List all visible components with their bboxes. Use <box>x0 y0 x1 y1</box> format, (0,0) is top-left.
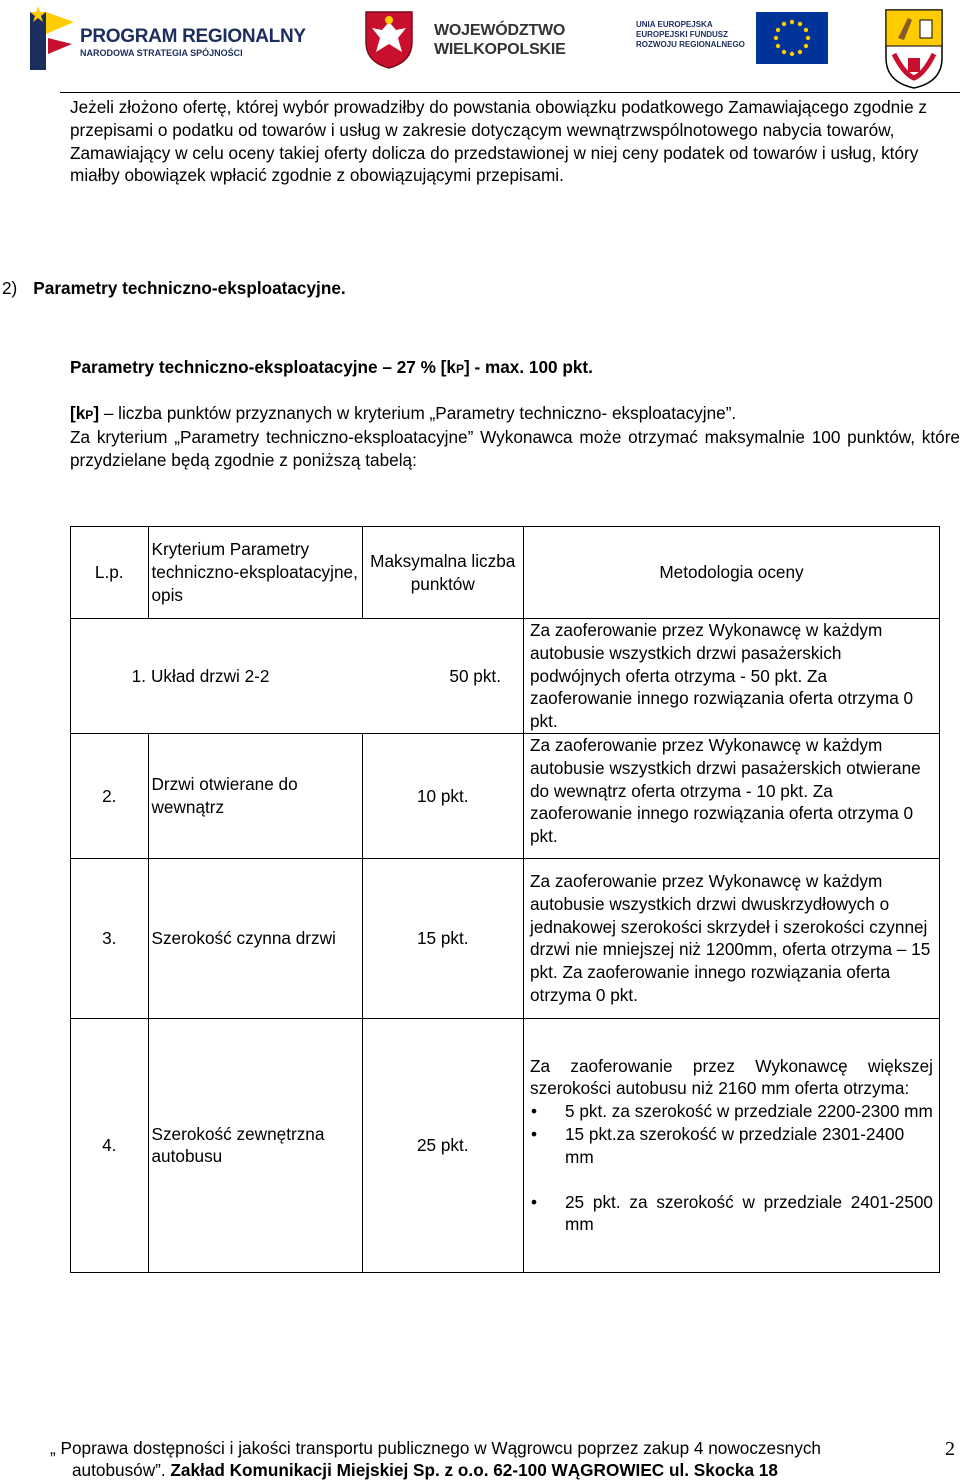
eu-fund-logo <box>636 12 826 68</box>
param-heading-rest: ] - max. 100 pkt. <box>463 357 593 377</box>
footer-line2-bold: Zakład Komunikacji Miejskiej Sp. z o.o. 62-100 WĄGROWIEC ul. Skocka 18 <box>170 1460 778 1480</box>
row1-kryterium: Układ drzwi 2-2 <box>148 619 362 734</box>
table-row <box>71 619 940 734</box>
bullet-icon: • <box>531 1101 538 1122</box>
page-header <box>0 0 960 92</box>
logo-ue-line1: UNIA EUROPEJSKA <box>636 20 713 29</box>
bullet-icon: • <box>531 1191 538 1212</box>
bullet-text: 5 pkt. za szerokość w przedziale 2200-2300 mm <box>565 1101 933 1122</box>
param-heading-text: Parametry techniczno-eksploatacyjne – 27 % [k <box>70 357 456 377</box>
row2-metodologia: Za zaoferowanie przez Wykonawcę w każdym autobusie wszystkich drzwi pasażerskich otwierane do wewnątrz oferta otrzyma - 10 pkt. Za zaoferowanie innego rozwiązania oferta otrzyma 0 pkt. <box>524 733 940 858</box>
star-flag-icon <box>28 4 76 74</box>
definition-open: [k <box>70 403 86 423</box>
definition-subscript: P <box>85 408 94 422</box>
bullet-text: 25 pkt. za szerokość w przedziale 2401-2500 mm <box>565 1191 933 1235</box>
footer-line1: „ Poprawa dostępności i jakości transportu publicznego w Wągrowcu poprzez zakup 4 nowoczesnych <box>50 1438 821 1458</box>
eu-flag-icon <box>756 12 828 64</box>
header-divider <box>60 92 960 93</box>
table-row <box>71 858 940 1018</box>
list-spacer <box>530 1169 933 1191</box>
row3-lp: 3. <box>71 858 149 1018</box>
header-max-points: Maksymalna liczba punktów <box>362 527 524 619</box>
logo-ue-text <box>636 20 745 50</box>
row4-lp: 4. <box>71 1018 149 1272</box>
program-regionalny-logo <box>28 4 308 74</box>
row3-max: 15 pkt. <box>362 858 524 1018</box>
section-title <box>2 278 346 299</box>
page-number: 2 <box>945 1438 955 1460</box>
wojewodztwo-logo <box>364 10 584 70</box>
row4-kryterium: Szerokość zewnętrzna autobusu <box>148 1018 362 1272</box>
town-crest-icon <box>884 8 944 90</box>
list-item <box>530 1191 933 1237</box>
row1-lp: 1. <box>71 619 149 734</box>
points-paragraph: Za kryterium „Parametry techniczno-eksploatacyjne” Wykonawca może otrzymać maksymalnie 100 punktów, które przydzielane będą zgodnie z poniższą tabelą: <box>70 427 960 470</box>
page-footer <box>50 1437 930 1481</box>
row4-metodologia <box>524 1018 940 1272</box>
row4-intro: Za zaoferowanie przez Wykonawcę większej szerokości autobusu niż 2160 mm oferta otrzyma: <box>530 1055 933 1099</box>
table-header-row <box>71 527 940 619</box>
row3-metodologia: Za zaoferowanie przez Wykonawcę w każdym autobusie wszystkich drzwi dwuskrzydłowych o jednakowej szerokości skrzydeł i szerokości czynnej drzwi nie mniejszej niż 1200mm, oferta otrzyma – 15 pkt. Za zaoferowanie innego rozwiązania oferta otrzyma 0 pkt. <box>524 858 940 1018</box>
logo-ww-line1: WOJEWÓDZTWO <box>434 22 566 39</box>
footer-line2-normal: autobusów”. <box>72 1460 171 1480</box>
section-title-text: Parametry techniczno-eksploatacyjne. <box>33 278 346 298</box>
table-row <box>71 733 940 858</box>
logo-pr-subtitle: NARODOWA STRATEGIA SPÓJNOŚCI <box>80 48 243 58</box>
header-metodologia: Metodologia oceny <box>524 527 940 619</box>
logo-ue-line2: EUROPEJSKI FUNDUSZ <box>636 30 729 39</box>
eagle-shield-icon <box>364 10 414 70</box>
intro-paragraph: Jeżeli złożono ofertę, której wybór prowadziłby do powstania obowiązku podatkowego Zamawiającego zgodnie z przepisami o podatku od towarów i usług w zakresie dotyczącym wewnątrzwspólnotowego nabycia towarów, Zamawiający w celu oceny takiej oferty dolicza do przedstawionej w niej ceny podatek od towarów i usług, który miałby obowiązek wpłacić zgodnie z obowiązującymi przepisami. <box>70 97 927 186</box>
row2-kryterium: Drzwi otwierane do wewnątrz <box>148 733 362 858</box>
row1-metodologia: Za zaoferowanie przez Wykonawcę w każdym autobusie wszystkich drzwi pasażerskich podwójnych oferta otrzyma - 50 pkt. Za zaoferowanie innego rozwiązania oferta otrzyma 0 pkt. <box>524 619 940 734</box>
row1-max: 50 pkt. <box>362 619 524 734</box>
logo-ue-line3: ROZWOJU REGIONALNEGO <box>636 40 745 49</box>
row3-kryterium: Szerokość czynna drzwi <box>148 858 362 1018</box>
header-kryterium: Kryterium Parametry techniczno-eksploatacyjne, opis <box>148 527 362 619</box>
logo-pr-title: PROGRAM REGIONALNY <box>80 26 306 47</box>
criteria-table <box>70 526 940 1273</box>
row2-max: 10 pkt. <box>362 733 524 858</box>
row2-lp: 2. <box>71 733 149 858</box>
param-heading <box>70 357 593 378</box>
header-lp: L.p. <box>71 527 149 619</box>
footer-line2 <box>50 1459 930 1481</box>
list-item <box>530 1100 933 1123</box>
definition-line <box>70 403 736 424</box>
definition-text: – liczba punktów przyznanych w kryterium „Parametry techniczno- eksploatacyjne”. <box>99 403 737 423</box>
list-item <box>530 1123 933 1169</box>
row4-max: 25 pkt. <box>362 1018 524 1272</box>
param-heading-subscript: P <box>455 362 464 376</box>
logo-ww-line2: WIELKOPOLSKIE <box>434 41 566 58</box>
bullet-icon: • <box>531 1124 538 1145</box>
bullet-text: 15 pkt.za szerokość w przedziale 2301-2400 mm <box>565 1124 905 1167</box>
definition-close: ] <box>93 403 100 423</box>
row4-bullet-list <box>530 1100 933 1236</box>
table-row <box>71 1018 940 1272</box>
section-number: 2) <box>2 278 18 298</box>
